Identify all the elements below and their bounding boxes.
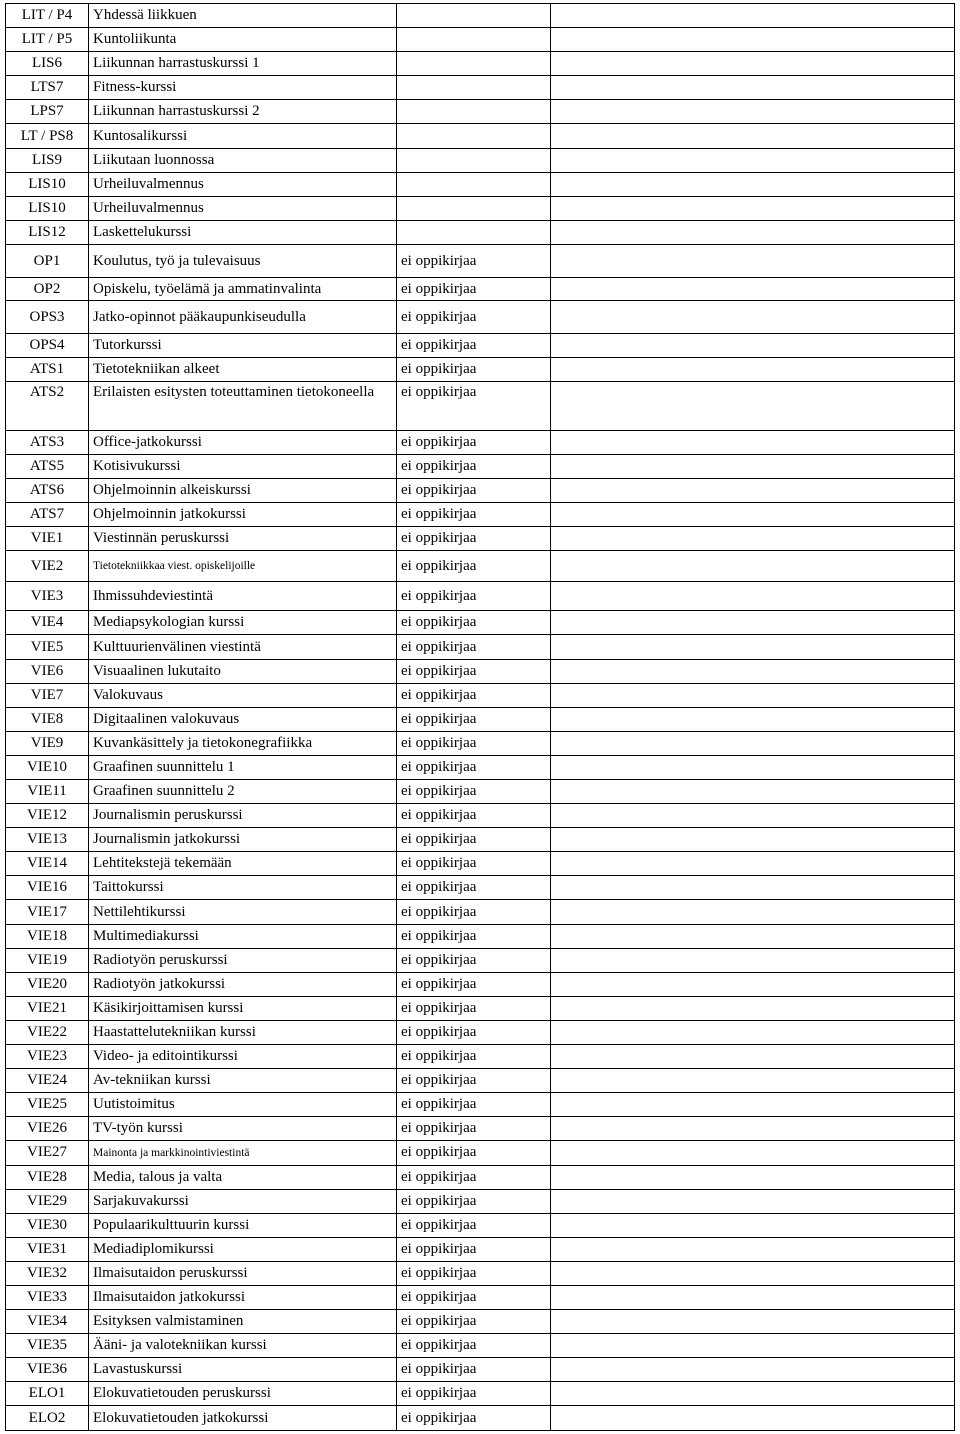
course-code-cell: ATS5 [6,454,89,478]
course-name-cell: Elokuvatietouden peruskurssi [89,1382,397,1406]
table-row [6,996,955,1020]
table-row [6,1285,955,1309]
table-row [6,1310,955,1334]
course-name-cell: Ohjelmoinnin jatkokurssi [89,502,397,526]
course-name-cell: Jatko-opinnot pääkaupunkiseudulla [89,301,397,334]
textbook-cell: ei oppikirjaa [397,1117,551,1141]
table-row [6,582,955,611]
empty-cell [551,924,955,948]
table-row [6,1117,955,1141]
textbook-cell: ei oppikirjaa [397,1237,551,1261]
course-code-cell: VIE19 [6,948,89,972]
course-name-cell: Liikutaan luonnossa [89,148,397,172]
course-name-cell: Laskettelukurssi [89,220,397,244]
table-row [6,1334,955,1358]
course-code-cell: VIE36 [6,1358,89,1382]
textbook-cell: ei oppikirjaa [397,852,551,876]
course-name-cell: TV-työn kurssi [89,1117,397,1141]
empty-cell [551,4,955,28]
textbook-cell: ei oppikirjaa [397,527,551,551]
course-code-cell: VIE33 [6,1285,89,1309]
course-code-cell: ATS1 [6,358,89,382]
course-code-cell: VIE25 [6,1093,89,1117]
course-name-cell: Populaarikulttuurin kurssi [89,1213,397,1237]
table-row [6,1261,955,1285]
textbook-cell: ei oppikirjaa [397,1189,551,1213]
table-row [6,244,955,277]
course-code-cell: VIE24 [6,1069,89,1093]
course-name-cell: Kotisivukurssi [89,454,397,478]
course-code-cell: VIE32 [6,1261,89,1285]
table-row [6,1382,955,1406]
course-name-cell: Radiotyön peruskurssi [89,948,397,972]
course-code-cell: VIE9 [6,731,89,755]
empty-cell [551,996,955,1020]
empty-cell [551,172,955,196]
empty-cell [551,28,955,52]
table-row [6,124,955,148]
table-row [6,780,955,804]
course-code-cell: VIE23 [6,1045,89,1069]
table-row [6,76,955,100]
empty-cell [551,876,955,900]
course-name-cell: Uutistoimitus [89,1093,397,1117]
table-row [6,148,955,172]
textbook-cell [397,100,551,124]
course-name-cell: Mediapsykologian kurssi [89,611,397,635]
table-row [6,220,955,244]
textbook-cell [397,76,551,100]
empty-cell [551,1310,955,1334]
course-name-cell: Kuntoliikunta [89,28,397,52]
course-name-cell: Ääni- ja valotekniikan kurssi [89,1334,397,1358]
textbook-cell: ei oppikirjaa [397,1020,551,1044]
textbook-cell: ei oppikirjaa [397,924,551,948]
table-row [6,358,955,382]
empty-cell [551,196,955,220]
course-code-cell: VIE30 [6,1213,89,1237]
table-row [6,900,955,924]
textbook-cell: ei oppikirjaa [397,1285,551,1309]
course-code-cell: ATS7 [6,502,89,526]
course-name-cell: Opiskelu, työelämä ja ammatinvalinta [89,278,397,301]
textbook-cell: ei oppikirjaa [397,1213,551,1237]
textbook-cell [397,196,551,220]
empty-cell [551,852,955,876]
course-code-cell: VIE5 [6,635,89,659]
course-code-cell: VIE35 [6,1334,89,1358]
course-code-cell: LIS9 [6,148,89,172]
empty-cell [551,1285,955,1309]
textbook-cell: ei oppikirjaa [397,244,551,277]
table-row [6,972,955,996]
course-code-cell: OPS3 [6,301,89,334]
textbook-cell: ei oppikirjaa [397,731,551,755]
textbook-cell: ei oppikirjaa [397,972,551,996]
textbook-cell [397,124,551,148]
textbook-cell: ei oppikirjaa [397,996,551,1020]
empty-cell [551,124,955,148]
empty-cell [551,828,955,852]
textbook-cell: ei oppikirjaa [397,1141,551,1165]
course-name-cell: Fitness-kurssi [89,76,397,100]
empty-cell [551,1117,955,1141]
course-code-cell: LIS6 [6,52,89,76]
textbook-cell: ei oppikirjaa [397,707,551,731]
table-row [6,1069,955,1093]
textbook-cell: ei oppikirjaa [397,900,551,924]
course-code-cell: VIE18 [6,924,89,948]
table-row [6,301,955,334]
table-row [6,1406,955,1431]
empty-cell [551,100,955,124]
course-name-cell: Lavastuskurssi [89,1358,397,1382]
course-name-cell: Erilaisten esitysten toteuttaminen tietokoneella [89,382,397,430]
course-name-cell: Visuaalinen lukutaito [89,659,397,683]
course-code-cell: OP1 [6,244,89,277]
course-name-cell: Kulttuurienvälinen viestintä [89,635,397,659]
course-code-cell: VIE14 [6,852,89,876]
table-row [6,1237,955,1261]
table-row [6,852,955,876]
course-name-cell: Valokuvaus [89,683,397,707]
table-row [6,430,955,454]
course-name-cell: Video- ja editointikurssi [89,1045,397,1069]
course-name-cell: Journalismin jatkokurssi [89,828,397,852]
textbook-cell: ei oppikirjaa [397,301,551,334]
course-name-cell: Kuntosalikurssi [89,124,397,148]
table-row [6,382,955,430]
textbook-cell: ei oppikirjaa [397,582,551,611]
course-name-cell: Office-jatkokurssi [89,430,397,454]
empty-cell [551,301,955,334]
empty-cell [551,1165,955,1189]
course-code-cell: VIE22 [6,1020,89,1044]
textbook-cell [397,220,551,244]
course-code-cell: VIE29 [6,1189,89,1213]
course-code-cell: VIE6 [6,659,89,683]
course-name-cell: Ihmissuhdeviestintä [89,582,397,611]
course-code-cell: VIE13 [6,828,89,852]
course-code-cell: VIE10 [6,755,89,779]
course-code-cell: OPS4 [6,334,89,358]
course-code-cell: LIT / P5 [6,28,89,52]
course-name-cell: Koulutus, työ ja tulevaisuus [89,244,397,277]
course-code-cell: VIE26 [6,1117,89,1141]
empty-cell [551,1093,955,1117]
empty-cell [551,527,955,551]
textbook-cell: ei oppikirjaa [397,635,551,659]
empty-cell [551,551,955,582]
textbook-cell: ei oppikirjaa [397,1261,551,1285]
course-code-cell: OP2 [6,278,89,301]
course-code-cell: VIE17 [6,900,89,924]
course-code-cell: VIE2 [6,551,89,582]
course-code-cell: LPS7 [6,100,89,124]
textbook-cell: ei oppikirjaa [397,430,551,454]
course-name-cell: Tietotekniikan alkeet [89,358,397,382]
textbook-cell [397,4,551,28]
empty-cell [551,948,955,972]
course-code-cell: ELO1 [6,1382,89,1406]
table-row [6,454,955,478]
table-row [6,1020,955,1044]
course-code-cell: LIS10 [6,196,89,220]
course-code-cell: ATS3 [6,430,89,454]
course-code-cell: LTS7 [6,76,89,100]
course-code-cell: LIS10 [6,172,89,196]
table-row [6,100,955,124]
table-row [6,828,955,852]
table-row [6,1189,955,1213]
table-row [6,635,955,659]
textbook-cell: ei oppikirjaa [397,828,551,852]
empty-cell [551,707,955,731]
empty-cell [551,1189,955,1213]
course-name-cell: Lehtitekstejä tekemään [89,852,397,876]
empty-cell [551,780,955,804]
empty-cell [551,582,955,611]
empty-cell [551,659,955,683]
empty-cell [551,502,955,526]
course-name-cell: Graafinen suunnittelu 2 [89,780,397,804]
course-name-cell: Nettilehtikurssi [89,900,397,924]
table-row [6,278,955,301]
course-name-cell: Sarjakuvakurssi [89,1189,397,1213]
course-name-cell: Liikunnan harrastuskurssi 2 [89,100,397,124]
table-row [6,707,955,731]
empty-cell [551,76,955,100]
course-name-cell: Taittokurssi [89,876,397,900]
empty-cell [551,52,955,76]
course-code-cell: VIE3 [6,582,89,611]
course-code-cell: VIE21 [6,996,89,1020]
empty-cell [551,1358,955,1382]
textbook-cell: ei oppikirjaa [397,1165,551,1189]
empty-cell [551,454,955,478]
empty-cell [551,1020,955,1044]
empty-cell [551,148,955,172]
empty-cell [551,755,955,779]
table-row [6,28,955,52]
textbook-cell [397,28,551,52]
table-row [6,334,955,358]
course-code-cell: LIS12 [6,220,89,244]
textbook-cell: ei oppikirjaa [397,1334,551,1358]
textbook-cell: ei oppikirjaa [397,1045,551,1069]
course-name-cell: Digitaalinen valokuvaus [89,707,397,731]
table-row [6,1093,955,1117]
textbook-cell: ei oppikirjaa [397,478,551,502]
course-name-text: Tietotekniikkaa viest. opiskelijoille [93,560,256,573]
table-row [6,551,955,582]
textbook-cell: ei oppikirjaa [397,1382,551,1406]
course-code-cell: VIE1 [6,527,89,551]
table-row [6,611,955,635]
course-code-cell: VIE28 [6,1165,89,1189]
course-name-cell: Av-tekniikan kurssi [89,1069,397,1093]
empty-cell [551,430,955,454]
table-row [6,1141,955,1165]
empty-cell [551,1406,955,1431]
table-row [6,948,955,972]
textbook-cell: ei oppikirjaa [397,334,551,358]
course-code-cell: VIE8 [6,707,89,731]
course-name-cell: Multimediakurssi [89,924,397,948]
textbook-cell [397,52,551,76]
textbook-cell: ei oppikirjaa [397,454,551,478]
empty-cell [551,278,955,301]
course-name-cell [89,1141,397,1165]
course-code-cell: VIE7 [6,683,89,707]
table-row [6,731,955,755]
course-table-body [6,4,955,1431]
empty-cell [551,478,955,502]
course-name-cell [89,551,397,582]
empty-cell [551,1045,955,1069]
textbook-cell: ei oppikirjaa [397,659,551,683]
course-name-cell: Viestinnän peruskurssi [89,527,397,551]
course-name-cell: Ilmaisutaidon peruskurssi [89,1261,397,1285]
textbook-cell: ei oppikirjaa [397,804,551,828]
table-row [6,683,955,707]
textbook-cell: ei oppikirjaa [397,683,551,707]
course-name-cell: Ohjelmoinnin alkeiskurssi [89,478,397,502]
empty-cell [551,358,955,382]
textbook-cell: ei oppikirjaa [397,502,551,526]
empty-cell [551,804,955,828]
course-code-cell: VIE27 [6,1141,89,1165]
empty-cell [551,1334,955,1358]
table-row [6,4,955,28]
empty-cell [551,334,955,358]
course-name-cell: Käsikirjoittamisen kurssi [89,996,397,1020]
course-name-cell: Urheiluvalmennus [89,172,397,196]
course-name-cell: Graafinen suunnittelu 1 [89,755,397,779]
empty-cell [551,1069,955,1093]
course-code-cell: VIE34 [6,1310,89,1334]
course-code-cell: VIE11 [6,780,89,804]
course-name-cell: Urheiluvalmennus [89,196,397,220]
table-row [6,196,955,220]
textbook-cell: ei oppikirjaa [397,1093,551,1117]
table-row [6,876,955,900]
course-name-cell: Elokuvatietouden jatkokurssi [89,1406,397,1431]
table-row [6,924,955,948]
course-name-cell: Liikunnan harrastuskurssi 1 [89,52,397,76]
textbook-cell: ei oppikirjaa [397,1310,551,1334]
course-code-cell: VIE20 [6,972,89,996]
empty-cell [551,900,955,924]
textbook-cell: ei oppikirjaa [397,876,551,900]
textbook-cell [397,172,551,196]
course-name-cell: Radiotyön jatkokurssi [89,972,397,996]
empty-cell [551,1382,955,1406]
empty-cell [551,611,955,635]
empty-cell [551,1213,955,1237]
empty-cell [551,1261,955,1285]
table-row [6,527,955,551]
textbook-cell: ei oppikirjaa [397,948,551,972]
textbook-cell: ei oppikirjaa [397,611,551,635]
table-row [6,478,955,502]
textbook-cell [397,148,551,172]
textbook-cell: ei oppikirjaa [397,551,551,582]
course-name-cell: Yhdessä liikkuen [89,4,397,28]
course-name-cell: Haastattelutekniikan kurssi [89,1020,397,1044]
course-name-cell: Mediadiplomikurssi [89,1237,397,1261]
course-code-cell: VIE31 [6,1237,89,1261]
textbook-cell: ei oppikirjaa [397,358,551,382]
table-row [6,1213,955,1237]
table-row [6,52,955,76]
empty-cell [551,220,955,244]
course-code-cell: ATS2 [6,382,89,430]
course-code-cell: ATS6 [6,478,89,502]
textbook-cell: ei oppikirjaa [397,1358,551,1382]
course-name-text: Mainonta ja markkinointiviestintä [93,1146,250,1159]
table-row [6,804,955,828]
empty-cell [551,382,955,430]
course-code-cell: LT / PS8 [6,124,89,148]
course-name-cell: Tutorkurssi [89,334,397,358]
course-name-cell: Esityksen valmistaminen [89,1310,397,1334]
table-row [6,1358,955,1382]
course-table [5,3,955,1431]
empty-cell [551,1237,955,1261]
table-row [6,502,955,526]
course-code-cell: VIE12 [6,804,89,828]
empty-cell [551,972,955,996]
course-name-cell: Media, talous ja valta [89,1165,397,1189]
textbook-cell: ei oppikirjaa [397,755,551,779]
textbook-cell: ei oppikirjaa [397,278,551,301]
empty-cell [551,244,955,277]
course-name-cell: Ilmaisutaidon jatkokurssi [89,1285,397,1309]
table-row [6,1165,955,1189]
course-name-cell: Kuvankäsittely ja tietokonegrafiikka [89,731,397,755]
textbook-cell: ei oppikirjaa [397,382,551,430]
course-name-cell: Journalismin peruskurssi [89,804,397,828]
textbook-cell: ei oppikirjaa [397,1406,551,1431]
empty-cell [551,635,955,659]
empty-cell [551,1141,955,1165]
table-row [6,1045,955,1069]
textbook-cell: ei oppikirjaa [397,780,551,804]
empty-cell [551,731,955,755]
course-code-cell: VIE4 [6,611,89,635]
table-row [6,659,955,683]
table-row [6,755,955,779]
course-code-cell: VIE16 [6,876,89,900]
course-code-cell: LIT / P4 [6,4,89,28]
empty-cell [551,683,955,707]
textbook-cell: ei oppikirjaa [397,1069,551,1093]
table-row [6,172,955,196]
course-code-cell: ELO2 [6,1406,89,1431]
